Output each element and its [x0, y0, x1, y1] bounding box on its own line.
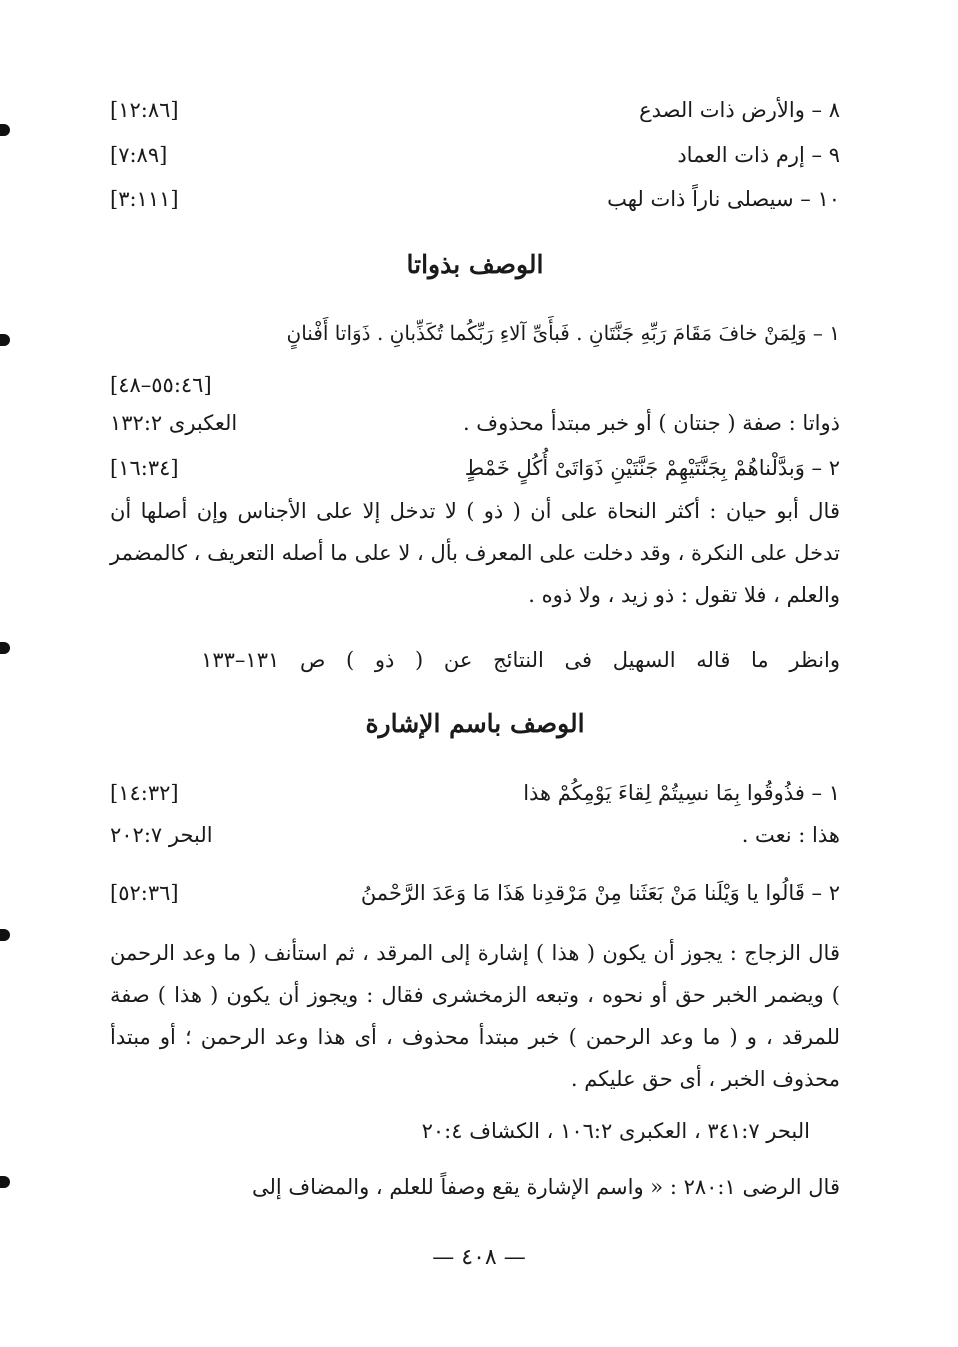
verse-text: ٨ – والأرض ذات الصدع — [639, 98, 840, 122]
verse-text: ٩ – إرم ذات العماد — [677, 143, 840, 167]
verse-reference: [١٤:٣٢] — [110, 781, 179, 805]
verse-reference: [٥٢:٣٦] — [110, 881, 179, 905]
margin-mark — [0, 1176, 10, 1188]
note-text: هذا : نعت . — [741, 823, 840, 847]
commentary-paragraph: قال الزجاج : يجوز أن يكون ( هذا ) إشارة إلى المرقد ، ثم استأنف ( ما وعد الرحمن ) ويضمر الخبر حق أو نحوه ، وتبعه الزمخشرى فقال : ويجوز أن يكون ( هذا ) صفة للمرقد ، و ( ما وعد الرحمن ) خبر مبتدأ محذوف ، أى هذا وعد الرحمن ؛ أو مبتدأ محذوف الخبر ، أى حق عليكم . — [110, 941, 840, 1091]
note-source: العكبرى ١٣٢:٢ — [110, 411, 238, 435]
quotation-line: قال الرضى ٢٨٠:١ : « واسم الإشارة يقع وصفاً للعلم ، والمضاف إلى — [251, 1175, 840, 1199]
margin-mark — [0, 334, 10, 346]
list-item — [110, 184, 840, 214]
section-heading: الوصف باسم الإشارة — [365, 709, 585, 738]
verse-text: ١ – فذُوقُوا بِمَا نسِيتُمْ لِقاءَ يَوْمِكُمْ هذا — [523, 781, 840, 805]
margin-mark — [0, 642, 10, 654]
section-heading: الوصف بذواتا — [406, 250, 544, 279]
grammar-note — [110, 408, 840, 438]
list-item — [110, 453, 840, 483]
verse-reference: [١٦:٣٤] — [110, 456, 179, 480]
verse-reference: [١٢:٨٦] — [110, 98, 179, 122]
sources-line: البحر ٣٤١:٧ ، العكبرى ١٠٦:٢ ، الكشاف ٢٠:٤ — [421, 1119, 810, 1143]
verse-text: ١٠ – سيصلى ناراً ذات لهب — [607, 187, 840, 211]
verse-text: ٢ – قَالُوا يا وَيْلَنا مَنْ بَعَثَنا مِنْ مَرْقدِنا هَذَا مَا وَعَدَ الرَّحْمنُ — [360, 881, 840, 905]
verse-text: ٢ – وَبدَّلْناهُمْ بِجَنَّتَيْهِمْ جَنَّتَيْنِ ذَوَاتَىْ أُكُلٍ خَمْطٍ — [464, 456, 840, 480]
list-item — [110, 878, 840, 908]
list-item — [110, 95, 840, 125]
note-text: ذواتا : صفة ( جنتان ) أو خبر مبتدأ محذوف . — [462, 411, 840, 435]
margin-mark — [0, 124, 10, 136]
verse-reference: [٥٥:٤٦–٤٨] — [110, 373, 212, 397]
margin-mark — [0, 929, 10, 941]
verse-reference: [٧:٨٩] — [110, 143, 168, 167]
list-item — [110, 140, 840, 170]
page-number: — ٤٠٨ — — [432, 1245, 526, 1270]
commentary-paragraph: قال أبو حيان : أكثر النحاة على أن ( ذو ) لا تدخل إلا على الأجناس وإن أصلها أن تدخل على النكرة ، وقد دخلت على المعرف بأل ، لا على ما أصله التعريف ، كالمضمر والعلم ، فلا تقول : ذو زيد ، ولا ذوه . — [110, 499, 840, 607]
list-item — [110, 778, 840, 808]
see-also-line: وانظر ما قاله السهيل فى النتائج عن ( ذو ) ص ١٣١–١٣٣ — [201, 648, 840, 672]
verse-text: ١ – وَلِمَنْ خافَ مَقَامَ رَبِّهِ جَنَّتَانِ . فَبأَىِّ آلاءِ رَبِّكُما تُكَذِّبانِ . ذَوَاتا أَفْنانٍ — [286, 321, 840, 345]
verse-reference: [٣:١١١] — [110, 187, 179, 211]
note-source: البحر ٢٠٢:٧ — [110, 823, 213, 847]
grammar-note — [110, 820, 840, 850]
